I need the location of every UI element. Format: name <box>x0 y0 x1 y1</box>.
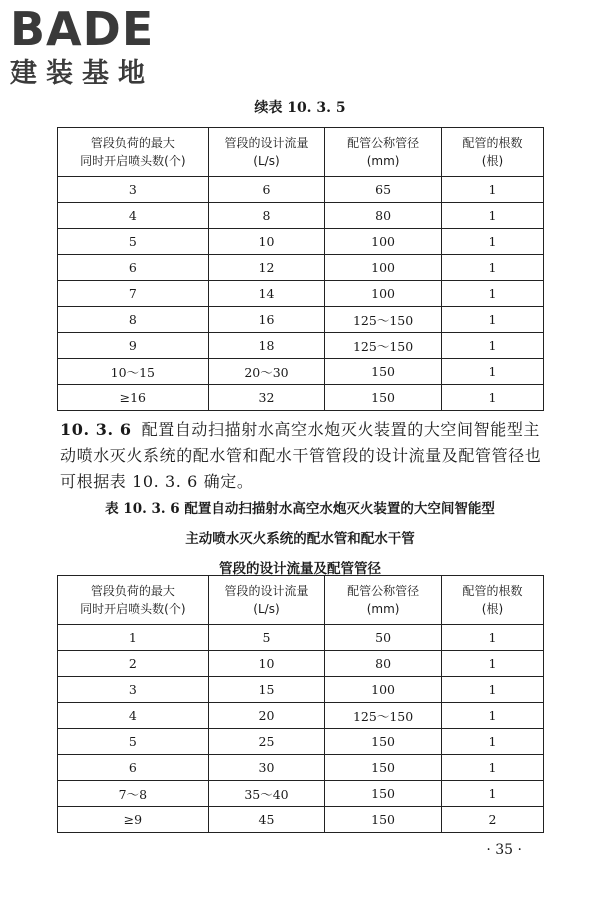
table-cell: 5 <box>208 625 325 651</box>
table-cell: 20～30 <box>208 359 325 385</box>
table-row <box>58 229 544 255</box>
column-header: 配管公称管径 (mm) <box>325 128 442 177</box>
table-cell: 150 <box>325 755 442 781</box>
table-row <box>58 177 544 203</box>
table-cell: 100 <box>325 229 442 255</box>
table-row <box>58 333 544 359</box>
table-cell: 125～150 <box>325 307 442 333</box>
table-cell: 100 <box>325 281 442 307</box>
column-header: 配管公称管径 (mm) <box>325 576 442 625</box>
table-cell: 50 <box>325 625 442 651</box>
table-cell: 1 <box>441 651 543 677</box>
table-cell: 80 <box>325 203 442 229</box>
section-number: 10. 3. 6 <box>60 420 132 439</box>
column-header: 配管的根数 (根) <box>441 128 543 177</box>
table-cell: 25 <box>208 729 325 755</box>
table-cell: 8 <box>208 203 325 229</box>
table-cell: 2 <box>58 651 209 677</box>
table-cell: ≥16 <box>58 385 209 411</box>
table-cell: 150 <box>325 807 442 833</box>
table-cell: 10 <box>208 651 325 677</box>
table-cell: 150 <box>325 359 442 385</box>
column-header: 管段的设计流量 (L/s) <box>208 128 325 177</box>
table-cell: 1 <box>441 755 543 781</box>
table-cell: 3 <box>58 677 209 703</box>
table-row <box>58 625 544 651</box>
column-header: 管段的设计流量 (L/s) <box>208 576 325 625</box>
table-cell: 1 <box>441 229 543 255</box>
table-cell: 4 <box>58 203 209 229</box>
table-row <box>58 703 544 729</box>
table1 <box>57 127 544 411</box>
table-row <box>58 755 544 781</box>
table-cell: 150 <box>325 781 442 807</box>
table-cell: 1 <box>441 203 543 229</box>
table2-caption-line: 管段的设计流量及配管管径 <box>219 561 381 577</box>
table-cell: 125～150 <box>325 333 442 359</box>
table-row <box>58 255 544 281</box>
table-cell: 6 <box>58 755 209 781</box>
table-cell: 3 <box>58 177 209 203</box>
table-cell: 1 <box>441 625 543 651</box>
table-cell: 125～150 <box>325 703 442 729</box>
table-cell: 9 <box>58 333 209 359</box>
table-row <box>58 359 544 385</box>
table-cell: 1 <box>441 385 543 411</box>
table-cell: 15 <box>208 677 325 703</box>
table2-caption <box>0 494 600 584</box>
table-cell: 1 <box>441 703 543 729</box>
column-header: 管段负荷的最大 同时开启喷头数(个) <box>58 128 209 177</box>
table-cell: 1 <box>441 677 543 703</box>
table-row <box>58 651 544 677</box>
table-cell: 18 <box>208 333 325 359</box>
table-cell: 1 <box>441 781 543 807</box>
column-header: 配管的根数 (根) <box>441 576 543 625</box>
table-row <box>58 807 544 833</box>
table-cell: 1 <box>441 729 543 755</box>
table-cell: 1 <box>441 359 543 385</box>
page-number: · 35 · <box>486 842 522 858</box>
table-row <box>58 677 544 703</box>
section-paragraph <box>60 417 544 495</box>
table-cell: 35～40 <box>208 781 325 807</box>
table-cell: 16 <box>208 307 325 333</box>
table-cell: 4 <box>58 703 209 729</box>
table-cell: 100 <box>325 677 442 703</box>
table-cell: 100 <box>325 255 442 281</box>
table-cell: 7～8 <box>58 781 209 807</box>
table-row <box>58 781 544 807</box>
table-cell: 150 <box>325 385 442 411</box>
table2-caption-line: 表 10. 3. 6 配置自动扫描射水高空水炮灭火装置的大空间智能型 <box>105 501 495 517</box>
table-cell: 7 <box>58 281 209 307</box>
table-row <box>58 281 544 307</box>
table1-header-row <box>58 128 544 177</box>
table-cell: 10～15 <box>58 359 209 385</box>
table-row <box>58 203 544 229</box>
table-cell: ≥9 <box>58 807 209 833</box>
table-cell: 5 <box>58 229 209 255</box>
table-cell: 1 <box>441 177 543 203</box>
section-text: 配置自动扫描射水高空水炮灭火装置的大空间智能型主动喷水灭火系统的配水管和配水干管管段的设计流量及配管管径也可根据表 10. 3. 6 确定。 <box>60 420 542 491</box>
table2 <box>57 575 544 833</box>
table-cell: 10 <box>208 229 325 255</box>
table-cell: 12 <box>208 255 325 281</box>
table-cell: 8 <box>58 307 209 333</box>
table2-header-row <box>58 576 544 625</box>
table2-caption-line: 主动喷水灭火系统的配水管和配水干管 <box>185 531 415 547</box>
table-cell: 150 <box>325 729 442 755</box>
table-cell: 80 <box>325 651 442 677</box>
table-cell: 5 <box>58 729 209 755</box>
table-cell: 32 <box>208 385 325 411</box>
table-cell: 6 <box>208 177 325 203</box>
table-cell: 1 <box>441 307 543 333</box>
table-cell: 45 <box>208 807 325 833</box>
table-cell: 1 <box>441 255 543 281</box>
table-cell: 2 <box>441 807 543 833</box>
table-cell: 1 <box>58 625 209 651</box>
table-cell: 20 <box>208 703 325 729</box>
table-row <box>58 385 544 411</box>
logo-subtitle: 建装基地 <box>10 58 154 89</box>
table-cell: 30 <box>208 755 325 781</box>
table1-caption: 续表 10. 3. 5 <box>254 100 346 116</box>
table-cell: 1 <box>441 333 543 359</box>
column-header: 管段负荷的最大 同时开启喷头数(个) <box>58 576 209 625</box>
table-row <box>58 307 544 333</box>
table-cell: 6 <box>58 255 209 281</box>
table-cell: 65 <box>325 177 442 203</box>
table-cell: 1 <box>441 281 543 307</box>
table-row <box>58 729 544 755</box>
table-cell: 14 <box>208 281 325 307</box>
site-logo <box>10 4 154 90</box>
table1-body <box>58 177 544 411</box>
logo-wordmark: BADE <box>10 2 155 56</box>
table2-body <box>58 625 544 833</box>
